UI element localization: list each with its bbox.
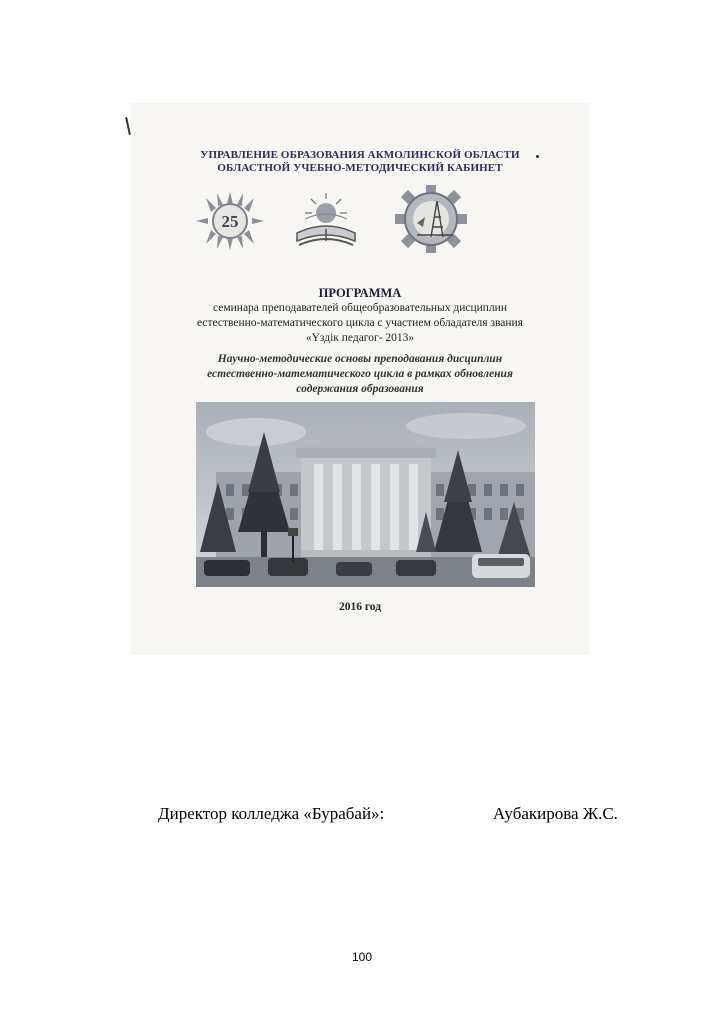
theme-line-3: содержания образования: [296, 383, 424, 395]
sun-emblem-icon: [194, 190, 266, 252]
college-building-photo: [196, 402, 535, 587]
signature-name: Аубакирова Ж.С.: [493, 804, 618, 823]
book-logo-icon: [291, 189, 361, 251]
program-line-2: естественно-математического цикла с участием обладателя звания: [197, 317, 523, 329]
emblem-number: 25: [221, 212, 239, 231]
page-number: 100: [351, 950, 373, 964]
scanned-program-cover: [131, 103, 589, 655]
program-title: ПРОГРАММА: [318, 286, 402, 300]
theme-line-2: естественно-математического цикла в рамках обновления: [207, 368, 513, 380]
header-line-1: УПРАВЛЕНИЕ ОБРАЗОВАНИЯ АКМОЛИНСКОЙ ОБЛАСТИ: [200, 149, 520, 161]
cover-year: 2016 год: [338, 601, 382, 613]
scan-artifact-line: [125, 117, 131, 135]
signature-title: Директор колледжа «Бурабай»:: [158, 804, 385, 823]
gear-oilrig-logo-icon: [393, 183, 469, 255]
header-line-2: ОБЛАСТНОЙ УЧЕБНО-МЕТОДИЧЕСКИЙ КАБИНЕТ: [217, 162, 503, 174]
program-line-1: семинара преподавателей общеобразовательных дисциплин: [213, 302, 507, 314]
program-line-3: «Үздік педагог- 2013»: [305, 332, 415, 344]
theme-line-1: Научно-методические основы преподавания дисциплин: [217, 353, 503, 365]
